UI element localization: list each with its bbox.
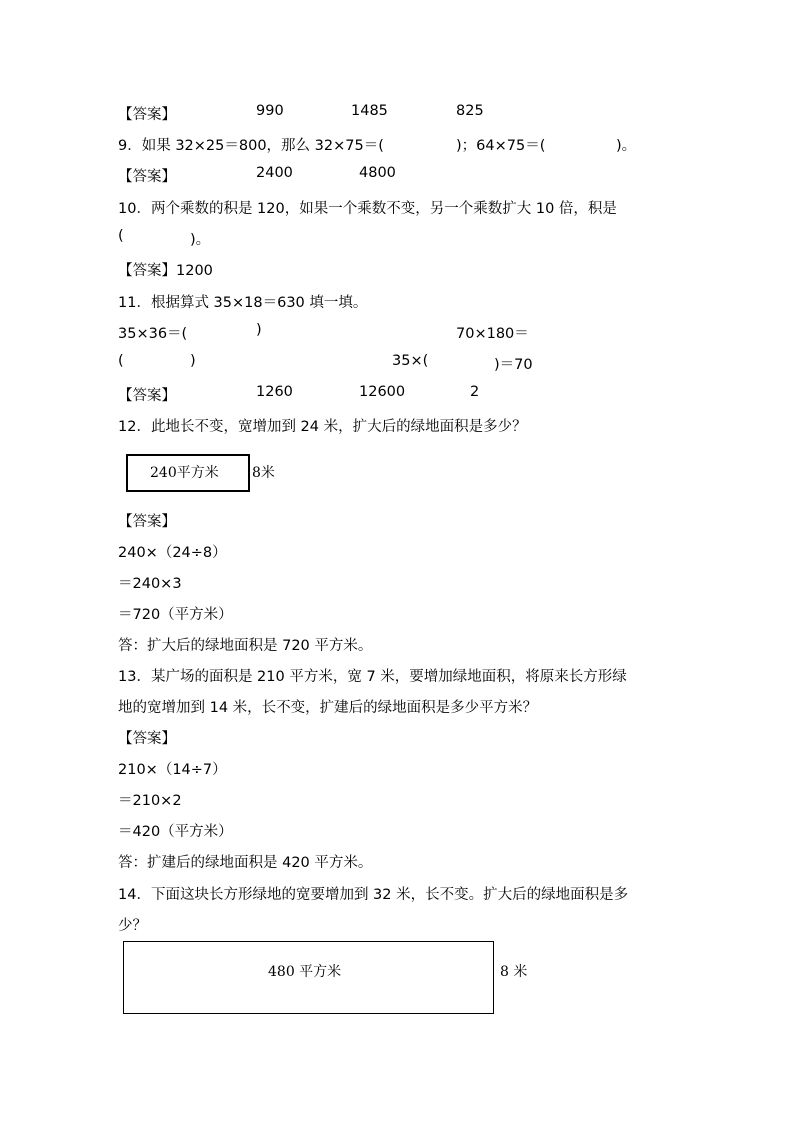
q12-answer-tag: 【答案】 <box>118 514 176 530</box>
q11-answer-3: 2 <box>470 384 480 400</box>
q11-item3-open: ( <box>118 353 124 369</box>
q8-answer-2: 1485 <box>351 103 388 119</box>
q12-step-3: ＝720（平方米） <box>118 607 233 623</box>
q13-step-2: ＝210×2 <box>118 793 182 809</box>
q10-question: 10．两个乘数的积是 120，如果一个乘数不变，另一个乘数扩大 10 倍，积是 <box>118 201 617 217</box>
q12-box-label: 240平方米 <box>150 465 219 481</box>
q13-step-3: ＝420（平方米） <box>118 824 233 840</box>
q9-question-part-b: )；64×75＝( <box>456 138 546 154</box>
q11-item1-left: 35×36＝( <box>118 326 188 342</box>
q12-step-2: ＝240×3 <box>118 576 182 592</box>
q8-answer-3: 825 <box>456 103 484 119</box>
q11-answer-1: 1260 <box>256 384 293 400</box>
q11-answer-tag: 【答案】 <box>118 388 176 404</box>
q12-step-1: 240×（24÷8） <box>118 545 227 561</box>
q14-question-line-1: 14．下面这块长方形绿地的宽要增加到 32 米，长不变。扩大后的绿地面积是多 <box>118 887 629 903</box>
q9-answer-tag: 【答案】 <box>118 169 176 185</box>
q13-question-line-1: 13．某广场的面积是 210 平方米，宽 7 米，要增加绿地面积，将原来长方形绿 <box>118 669 627 685</box>
q11-item1-right: ) <box>256 322 262 338</box>
q8-answer-row <box>118 103 176 124</box>
q9-answer-2: 4800 <box>359 165 396 181</box>
q12-final-answer: 答：扩大后的绿地面积是 720 平方米。 <box>118 638 373 654</box>
q14-side-label: 8 米 <box>500 964 528 980</box>
q11-answer-2: 12600 <box>359 384 406 400</box>
q11-item4-right: )＝70 <box>494 357 533 373</box>
q13-final-answer: 答：扩建后的绿地面积是 420 平方米。 <box>118 855 373 871</box>
q13-step-1: 210×（14÷7） <box>118 762 227 778</box>
q11-item4-left: 35×( <box>392 353 429 369</box>
q11-item2: 70×180＝ <box>456 326 529 342</box>
q9-answer-1: 2400 <box>256 165 293 181</box>
q14-box-label: 480 平方米 <box>268 964 342 980</box>
q9-question-part-a: 9．如果 32×25＝800，那么 32×75＝( <box>118 138 384 154</box>
q10-blank-close: )。 <box>190 232 211 248</box>
q11-item3-close: ) <box>190 353 196 369</box>
q13-answer-tag: 【答案】 <box>118 731 176 747</box>
q8-answer-1: 990 <box>256 103 284 119</box>
answer-tag: 【答案】 <box>118 107 176 123</box>
q9-question-part-c: )。 <box>616 138 637 154</box>
q11-question: 11．根据算式 35×18＝630 填一填。 <box>118 295 368 311</box>
q14-question-line-2: 少？ <box>118 918 147 934</box>
q13-question-line-2: 地的宽增加到 14 米，长不变，扩建后的绿地面积是多少平方米？ <box>118 700 538 716</box>
q10-blank-open: ( <box>118 228 124 244</box>
q12-side-label: 8米 <box>252 465 275 481</box>
q10-answer: 【答案】1200 <box>118 263 213 279</box>
q12-question: 12．此地长不变，宽增加到 24 米，扩大后的绿地面积是多少？ <box>118 419 527 435</box>
